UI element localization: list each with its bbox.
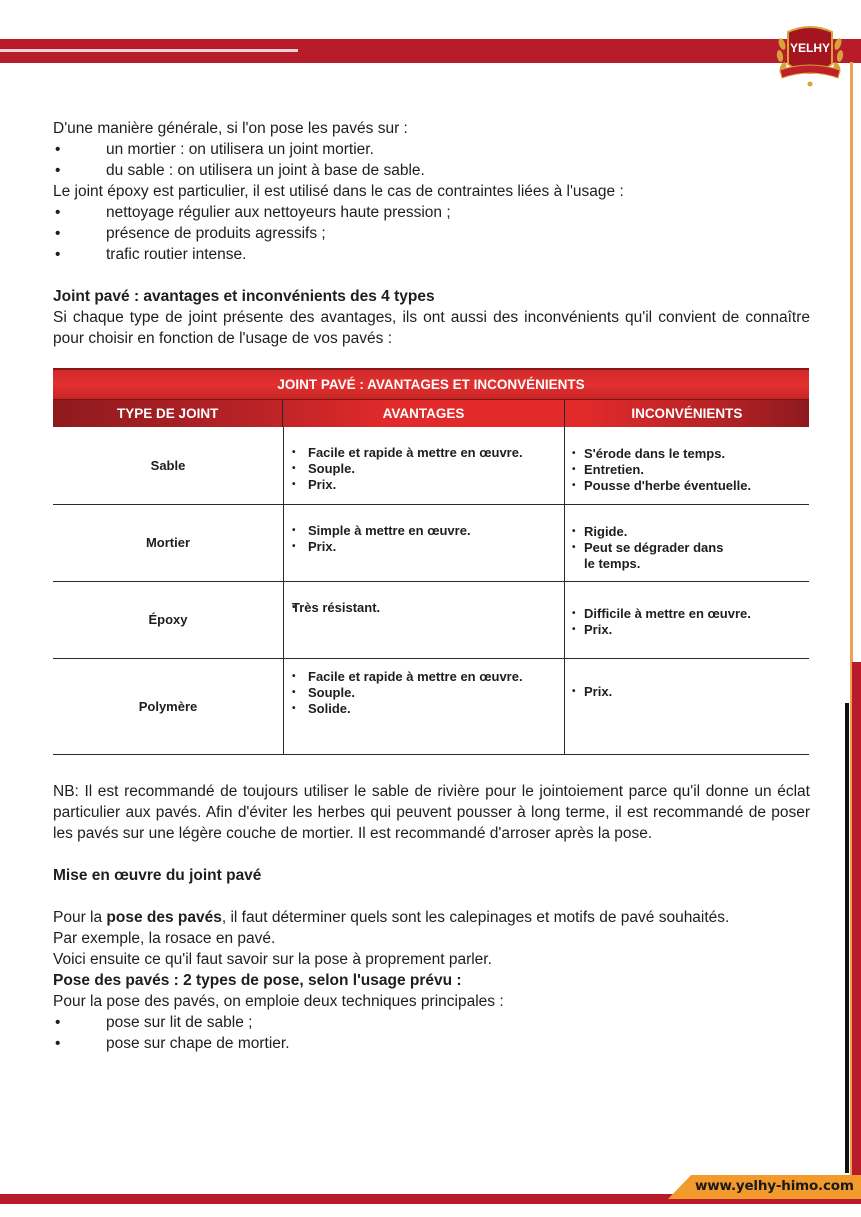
footer-url[interactable]: www.yelhy-himo.com: [695, 1178, 854, 1194]
list-item: • Peut se dégrader dans le temps.: [571, 540, 803, 572]
bullet-icon: •: [55, 1035, 61, 1052]
intro-section: [53, 118, 810, 349]
info-paragraph: Voici ensuite ce qu'il faut savoir sur la pose à proprement parler.: [53, 951, 492, 968]
list-item: • Entretien.: [571, 462, 803, 478]
sub-heading: Pose des pavés : 2 types de pose, selon l'usage prévu :: [53, 972, 462, 989]
cell-avantages: [283, 505, 564, 581]
bullet-icon: •: [55, 204, 61, 221]
epoxy-lead: Le joint époxy est particulier, il est utilisé dans le cas de contraintes liées à l'usage :: [53, 183, 624, 200]
header-accent-line: [0, 49, 298, 52]
table-row: [53, 504, 809, 581]
pose-link-text: pose des pavés: [106, 909, 222, 926]
list-item: • Facile et rapide à mettre en œuvre.: [290, 669, 558, 685]
list-item: • Difficile à mettre en œuvre.: [571, 606, 803, 622]
column-header-type: TYPE DE JOINT: [117, 406, 219, 421]
cell-avantages: [283, 659, 564, 754]
list-item: • Facile et rapide à mettre en œuvre.: [290, 445, 558, 461]
column-header-avantages: AVANTAGES: [282, 400, 563, 427]
column-header-inconvenients: INCONVÉNIENTS: [564, 400, 809, 427]
list-item: • un mortier : on utilisera un joint mortier.: [55, 141, 374, 158]
logo-text: YELHY: [789, 41, 831, 55]
table-row: [53, 658, 809, 754]
intro-lead: D'une manière générale, si l'on pose les pavés sur :: [53, 120, 408, 137]
bullet-icon: •: [55, 162, 61, 179]
yelhy-logo: [774, 14, 846, 88]
cell-avantages: [283, 427, 564, 504]
section-heading: Joint pavé : avantages et inconvénients des 4 types: [53, 288, 435, 305]
section-heading: Mise en œuvre du joint pavé: [53, 867, 262, 884]
table-title: JOINT PAVÉ : AVANTAGES ET INCONVÉNIENTS: [53, 368, 809, 399]
list-item: • présence de produits agressifs ;: [55, 225, 326, 242]
joint-comparison-table: [53, 368, 809, 755]
table-row: [53, 581, 809, 658]
list-item: • Rigide.: [571, 524, 803, 540]
cell-type: Polymère: [138, 698, 198, 714]
list-item: • pose sur lit de sable ;: [55, 1014, 253, 1031]
list-item: • pose sur chape de mortier.: [55, 1035, 290, 1052]
list-item: • Souple.: [290, 685, 558, 701]
bullet-icon: •: [55, 225, 61, 242]
list-item: • Simple à mettre en œuvre.: [290, 523, 558, 539]
list-item: • Prix.: [571, 622, 803, 638]
table-row: [53, 427, 809, 504]
list-item: • S'érode dans le temps.: [571, 446, 803, 462]
table-body: [53, 427, 809, 755]
pose-paragraph: Pour la pose des pavés, il faut déterminer quels sont les calepinages et motifs de pavé souhaités.: [53, 909, 730, 926]
example-paragraph: Par exemple, la rosace en pavé.: [53, 930, 276, 947]
list-item: • trafic routier intense.: [55, 246, 247, 263]
bullet-icon: •: [55, 1014, 61, 1031]
list-item: • du sable : on utilisera un joint à base de sable.: [55, 162, 425, 179]
list-item: • Souple.: [290, 461, 558, 477]
cell-inconvenients: [564, 582, 809, 658]
bullet-icon: •: [55, 141, 61, 158]
right-black-rail: [845, 703, 849, 1173]
table-header-row: [53, 399, 809, 427]
techniques-paragraph: Pour la pose des pavés, on emploie deux techniques principales :: [53, 993, 504, 1010]
cell-type: Mortier: [145, 535, 191, 550]
cell-inconvenients: [564, 505, 809, 581]
cell-type: Sable: [150, 457, 186, 473]
bullet-icon: •: [55, 246, 61, 263]
list-item: • Très résistant.: [290, 600, 558, 616]
list-item: • Pousse d'herbe éventuelle.: [571, 478, 803, 494]
list-item: • Prix.: [571, 684, 803, 700]
cell-avantages: [283, 582, 564, 658]
cell-inconvenients: [564, 427, 809, 504]
cell-inconvenients: [564, 659, 809, 754]
list-item: • Prix.: [290, 539, 558, 555]
list-item: • nettoyage régulier aux nettoyeurs haute pression ;: [55, 204, 451, 221]
nb-paragraph: NB: Il est recommandé de toujours utiliser le sable de rivière pour le jointoiement parce qu'il donne un éclat particulier aux pavés. Afin d'éviter les herbes qui peuvent pousser à long terme, il est recommandé de poser les pavés sur une légère couche de mortier. Il est recommandé d'arroser après la pose.: [53, 783, 810, 842]
list-item: • Solide.: [290, 701, 558, 717]
section-text: Si chaque type de joint présente des avantages, ils ont aussi des inconvénients qu'il convient de connaître pour choisir en fonction de l'usage de vos pavés :: [53, 309, 810, 347]
right-red-rail: [852, 662, 861, 1182]
lower-section: [53, 781, 810, 1054]
list-item: • Prix.: [290, 477, 558, 493]
cell-type: Époxy: [148, 612, 188, 627]
